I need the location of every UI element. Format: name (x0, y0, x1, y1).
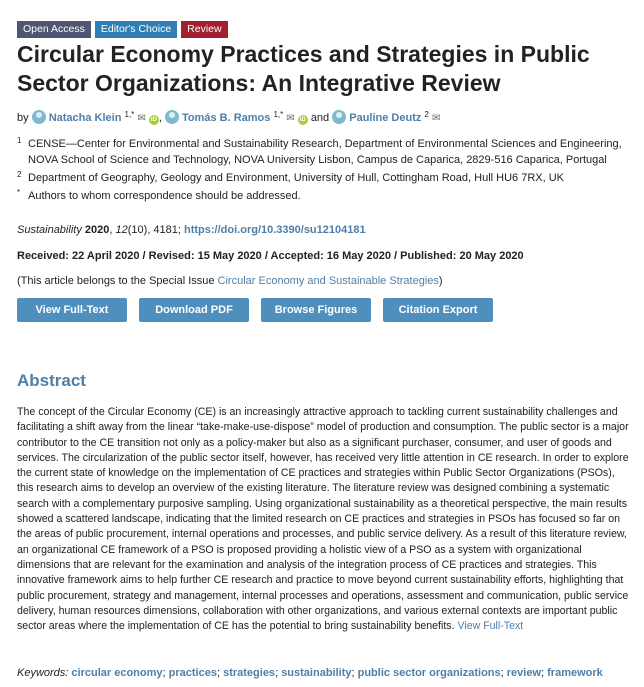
keyword-link[interactable]: strategies (223, 667, 276, 679)
author-sup: 2 (424, 110, 429, 119)
view-full-text-button[interactable]: View Full-Text (17, 298, 127, 322)
author-sup: 1,* (124, 110, 135, 119)
special-issue-note (17, 275, 443, 287)
affiliation-item (17, 188, 628, 204)
editors-choice-badge[interactable]: Editor's Choice (95, 21, 177, 38)
author-line: by Natacha Klein $^{1,*}$ ✉ iD , Tomás B. Ramos $^{1,*}$ ✉ iD and Pauline Deutz $^2$ ✉ (17, 110, 441, 124)
browse-figures-button[interactable]: Browse Figures (261, 298, 371, 322)
badges (17, 21, 228, 38)
affiliation-text: Department of Geography, Geology and Environment, University of Hull, Cottingham Road, Hull HU6 7RX, UK (28, 172, 564, 184)
author-link-klein[interactable]: Natacha Klein (48, 112, 122, 124)
mail-icon[interactable]: ✉ (431, 113, 441, 124)
author-avatar-icon (332, 110, 346, 124)
by-label: by (17, 112, 29, 124)
keyword-link[interactable]: review (506, 667, 542, 679)
abstract-view-full-text-link[interactable]: View Full-Text (457, 620, 524, 633)
keyword-link[interactable]: circular economy (71, 667, 163, 679)
article-title: Circular Economy Practices and Strategies in Public Sector Organizations: An Integrative Review (17, 41, 590, 96)
affiliations (17, 136, 628, 206)
affiliation-text: CENSE—Center for Environmental and Sustainability Research, Department of Environmental Sciences and Engineering, NOVA School of Science and Technology, NOVA University Lisbon, Campus de Caparica, 2829-516 Caparica, Portugal (28, 138, 622, 166)
keywords-label: Keywords: (17, 667, 69, 679)
orcid-icon[interactable]: iD (150, 117, 157, 123)
affiliation-item (17, 136, 628, 168)
keyword-link[interactable]: framework (547, 667, 603, 679)
affiliation-mark: 2 (17, 170, 22, 179)
action-buttons (17, 298, 493, 322)
affiliation-mark: * (17, 188, 21, 197)
keyword-link[interactable]: sustainability (281, 667, 352, 679)
abstract-text (17, 405, 631, 634)
orcid-icon[interactable]: iD (299, 117, 306, 123)
abstract-heading: Abstract (17, 371, 86, 390)
keyword-link[interactable]: practices (168, 667, 217, 679)
author-avatar-icon (165, 110, 179, 124)
journal-name: Sustainability (17, 224, 82, 236)
special-issue-suffix: ) (438, 275, 443, 287)
keywords-line: Keywords: circular economy; practices; strategies; sustainability; public sector organizations; review; framework (17, 667, 603, 679)
affiliation-text: Authors to whom correspondence should be addressed. (28, 190, 301, 202)
abstract-body: The concept of the Circular Economy (CE) is an increasingly attractive approach to tackling current sustainability challenges and facilitating a shift away from the linear “take-make-use-dispose” model of production and consumption. The public sector is a major contributor to the CE transition not only as a policy-maker but also as a significant purchaser, consumer, and user of goods and services. The circularization of the public sector itself, however, has received very little attention in CE research. In order to explore the current state of knowledge on the implementation of CE practices and strategies within Public Sector Organizations (PSOs), this research aims to develop an overview of the existing literature. The literature review was designed combining a systematic search with a complementary purposive sampling. Using organizational sustainability as a theoretical perspective, the main results showed a scattered landscape, indicating that the limited research on CE practices and strategies in PSOs has focused so far on the areas of public procurement, internal operations and processes, and public service delivery. As a result of this literature review, an organizational CE framework of a PSO is proposed providing a holistic view of a PSO as a system with organizational dimensions that are relevant for the examination and analysis of the integration process of CE practices and strategies. This innovative framework aims to help further CE research and practice to move beyond current sustainability efforts, highlighting that public procurement, strategy and management, internal processes and operations, assessment and communication, public service delivery, human resources dimensions, collaboration with other organizations, and various external contexts are important public sector areas where the implementation of CE has the potential to bring sustainability benefits. (17, 406, 629, 633)
affiliation-item (17, 170, 628, 186)
author-sup: 1,* (273, 110, 284, 119)
special-issue-prefix: (This article belongs to the Special Issue (17, 275, 218, 287)
citation-article: , 4181; (147, 224, 181, 236)
download-pdf-button[interactable]: Download PDF (139, 298, 249, 322)
citation-issue: (10) (127, 224, 148, 236)
doi-link[interactable]: https://doi.org/10.3390/su12104181 (184, 224, 366, 236)
special-issue-link[interactable]: Circular Economy and Sustainable Strategies (217, 275, 439, 287)
citation-year: 2020 (84, 224, 110, 236)
mail-icon[interactable]: ✉ (137, 113, 146, 124)
citation-line: Sustainability 2020, 12(10), 4181; https://doi.org/10.3390/su12104181 (17, 224, 366, 236)
review-badge[interactable]: Review (181, 21, 227, 38)
open-access-badge[interactable]: Open Access (17, 21, 91, 38)
citation-export-button[interactable]: Citation Export (383, 298, 493, 322)
affiliation-mark: 1 (17, 136, 22, 145)
author-avatar-icon (32, 110, 46, 124)
mail-icon[interactable]: ✉ (286, 113, 295, 124)
publication-dates: Received: 22 April 2020 / Revised: 15 May 2020 / Accepted: 16 May 2020 / Published: 20 May 2020 (17, 250, 524, 262)
and-label: and (310, 112, 330, 124)
keyword-link[interactable]: public sector organizations (357, 667, 501, 679)
citation-volume: 12 (115, 224, 128, 236)
author-link-deutz[interactable]: Pauline Deutz (349, 112, 422, 124)
author-link-ramos[interactable]: Tomás B. Ramos (181, 112, 271, 124)
